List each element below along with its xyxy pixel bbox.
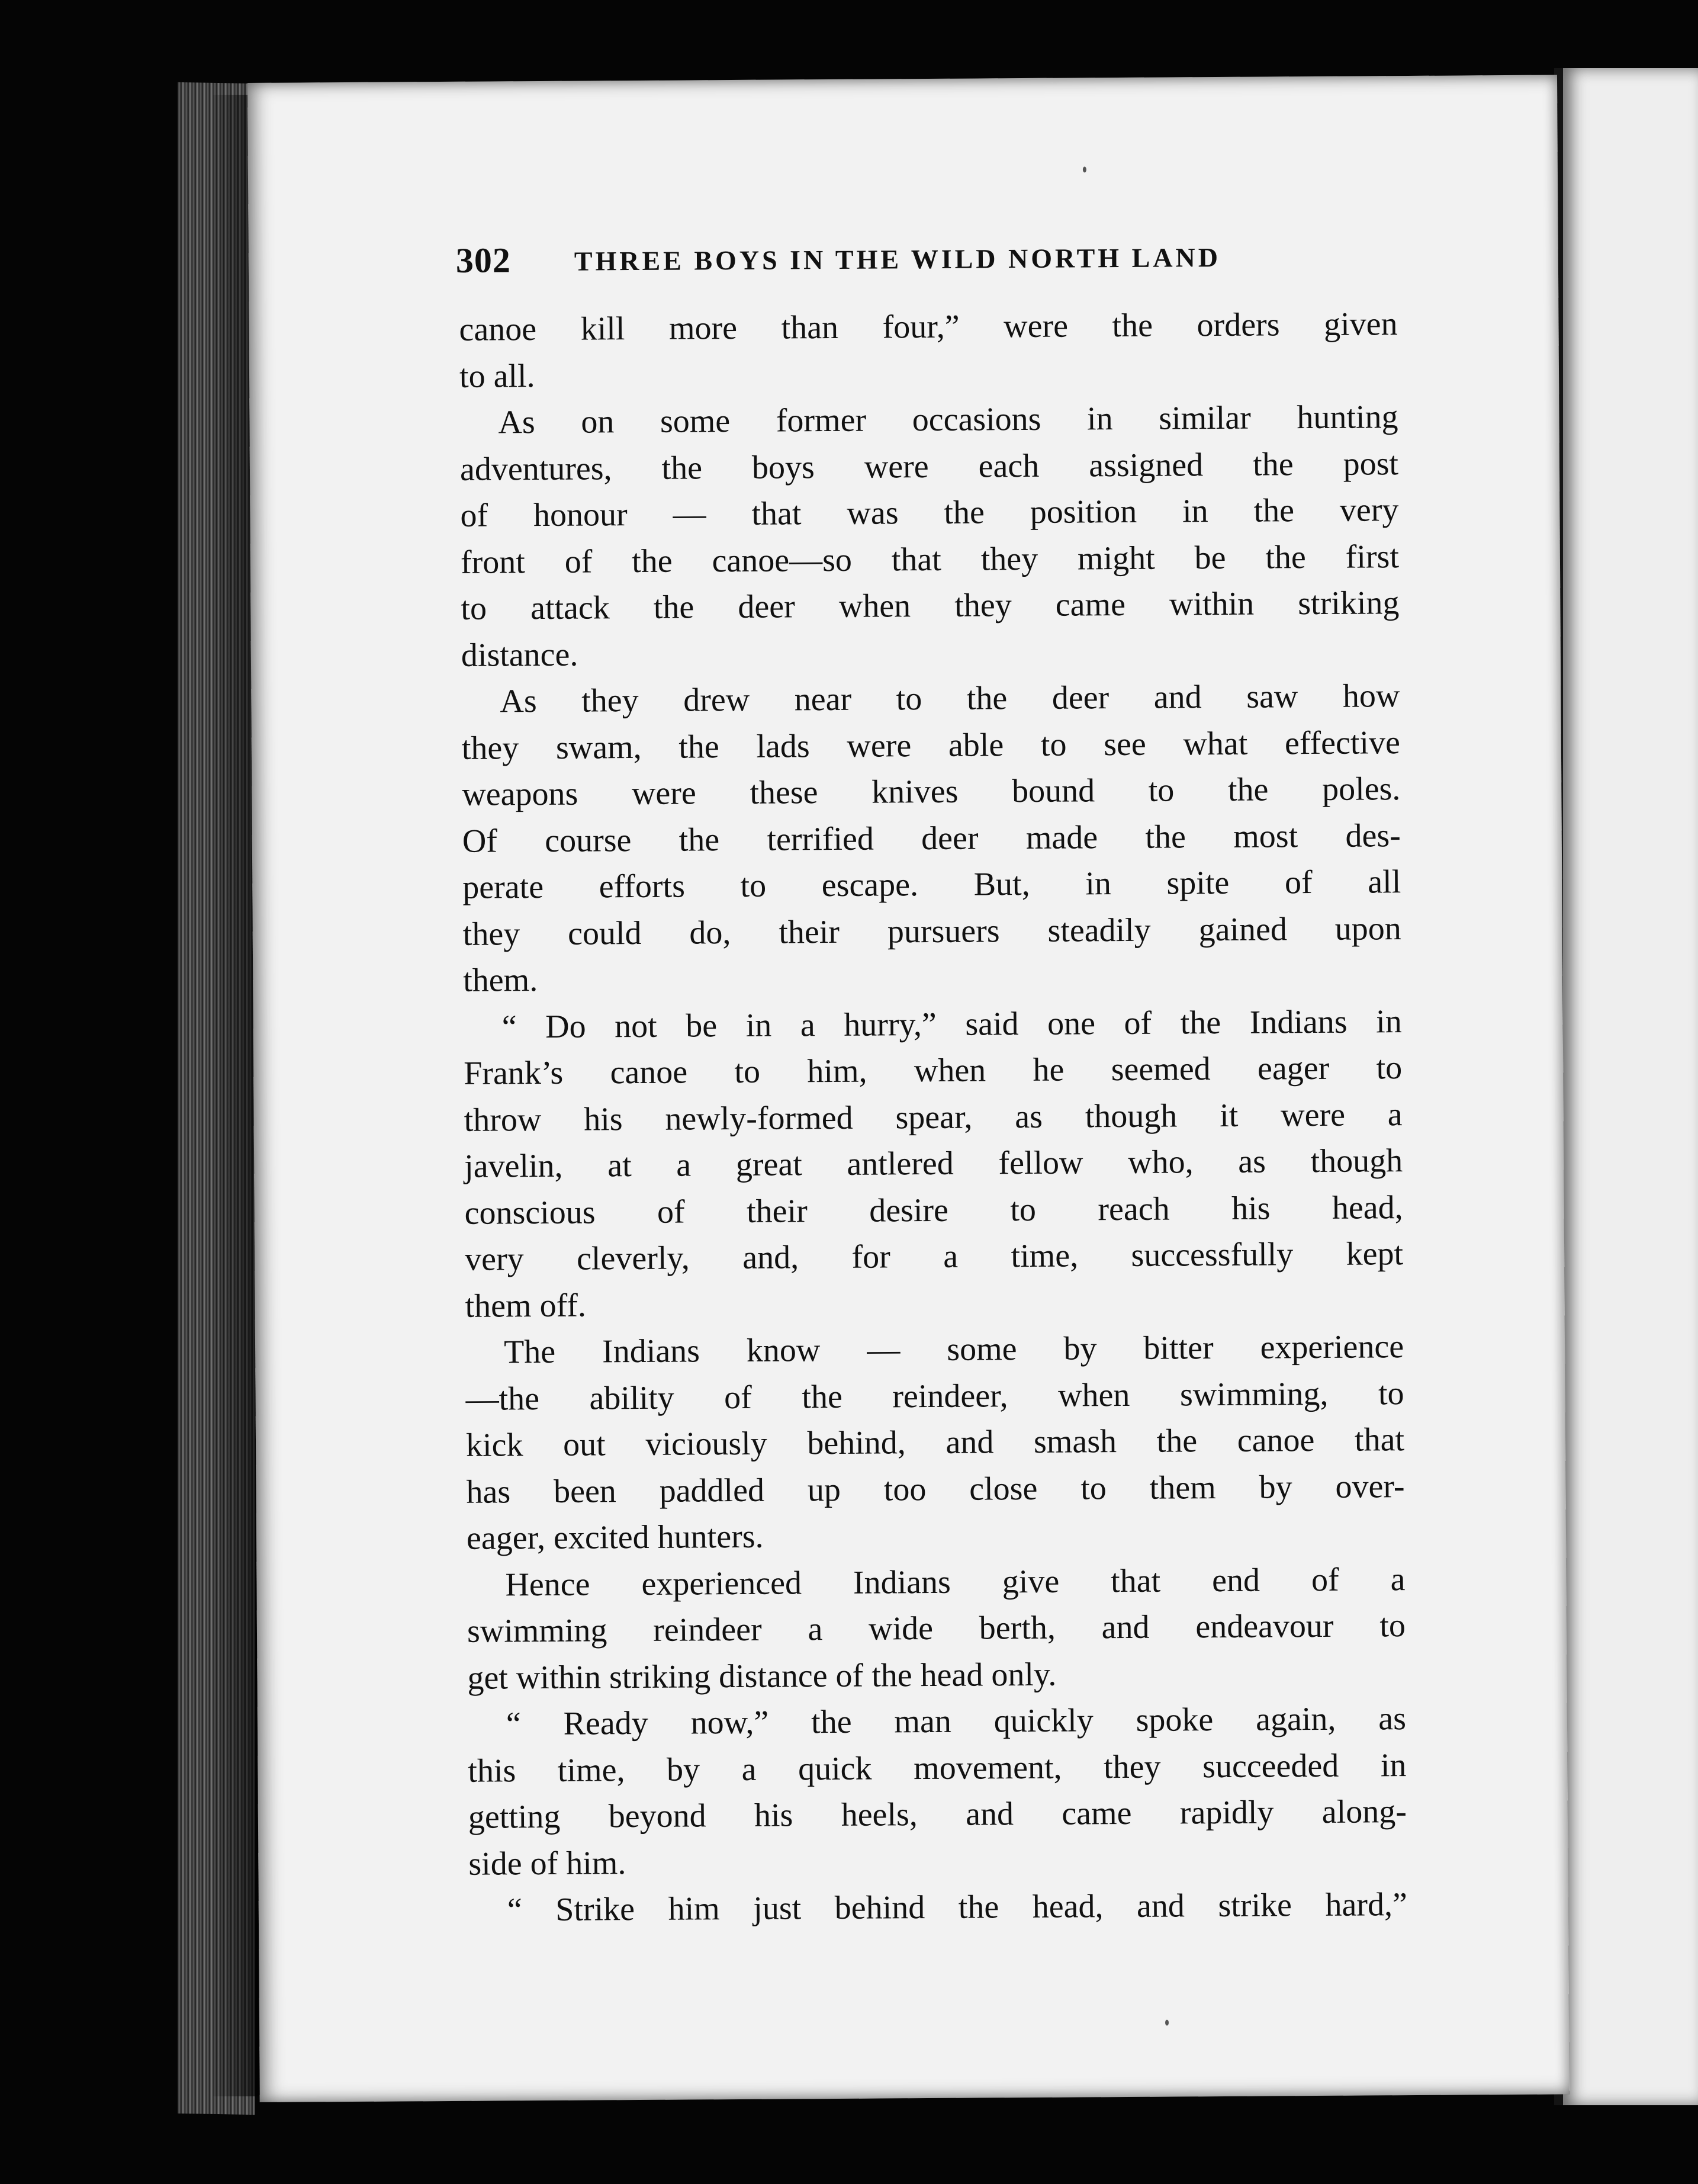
page-header	[456, 235, 1415, 288]
text-line: to all.	[459, 357, 535, 395]
text-line: As they drew near to the deer and saw how	[500, 677, 1400, 720]
text-line: Frank’s canoe to him, when he seemed eager to	[464, 1049, 1403, 1092]
text-line: perate efforts to escape. But, in spite of all	[462, 863, 1401, 906]
text-line: conscious of their desire to reach his head,	[464, 1189, 1403, 1232]
text-line: eager, excited hunters.	[466, 1518, 764, 1557]
page-speck	[1083, 166, 1086, 172]
text-line: swimming reindeer a wide berth, and endeavour to	[467, 1607, 1406, 1650]
text-line: Of course the terrified deer made the most des-	[462, 817, 1401, 860]
text-line: throw his newly-formed spear, as though it were a	[464, 1096, 1403, 1139]
text-line: javelin, at a great antlered fellow who, as though	[464, 1142, 1403, 1185]
page-speck	[1165, 2020, 1169, 2026]
text-line: kick out viciously behind, and smash the canoe that	[465, 1421, 1405, 1464]
text-line: Hence experienced Indians give that end of a	[505, 1560, 1406, 1603]
text-line: they could do, their pursuers steadily gained upon	[462, 910, 1401, 953]
text-line: —the ability of the reindeer, when swimming, to	[465, 1374, 1404, 1418]
page-number: 302	[455, 240, 512, 280]
running-head: THREE BOYS IN THE WILD NORTH LAND	[574, 242, 1221, 277]
text-line: get within striking distance of the head only.	[467, 1656, 1057, 1697]
text-line: them.	[463, 962, 538, 999]
text-line: to attack the deer when they came within striking	[461, 584, 1400, 627]
text-line: side of him.	[468, 1844, 626, 1883]
body-text	[459, 301, 1407, 1934]
book-page	[247, 75, 1570, 2102]
text-line: adventures, the boys were each assigned the post	[459, 445, 1399, 488]
text-line: getting beyond his heels, and came rapidly along-	[468, 1793, 1407, 1836]
text-line: very cleverly, and, for a time, successfully kept	[464, 1235, 1404, 1278]
text-line: them off.	[465, 1287, 587, 1325]
text-line: weapons were these knives bound to the poles.	[462, 770, 1401, 813]
text-line: canoe kill more than four,” were the orders given	[459, 306, 1398, 348]
text-line: As on some former occasions in similar hunting	[498, 399, 1398, 441]
text-line: “ Do not be in a hurry,” said one of the Indians in	[501, 1003, 1402, 1045]
facing-page-edge	[1563, 68, 1698, 2105]
text-line: distance.	[461, 636, 578, 674]
text-line: The Indians know — some by bitter experience	[503, 1328, 1404, 1371]
text-line: of honour — that was the position in the very	[460, 492, 1399, 534]
text-line: has been paddled up too close to them by over-	[466, 1467, 1405, 1511]
text-line: this time, by a quick movement, they succeeded in	[468, 1746, 1407, 1790]
text-line: they swam, the lads were able to see what effective	[461, 724, 1401, 767]
text-line: “ Ready now,” the man quickly spoke again, as	[506, 1700, 1407, 1743]
text-line: “ Strike him just behind the head, and strike hard,”	[507, 1886, 1408, 1929]
text-line: front of the canoe—so that they might be the first	[460, 538, 1400, 581]
